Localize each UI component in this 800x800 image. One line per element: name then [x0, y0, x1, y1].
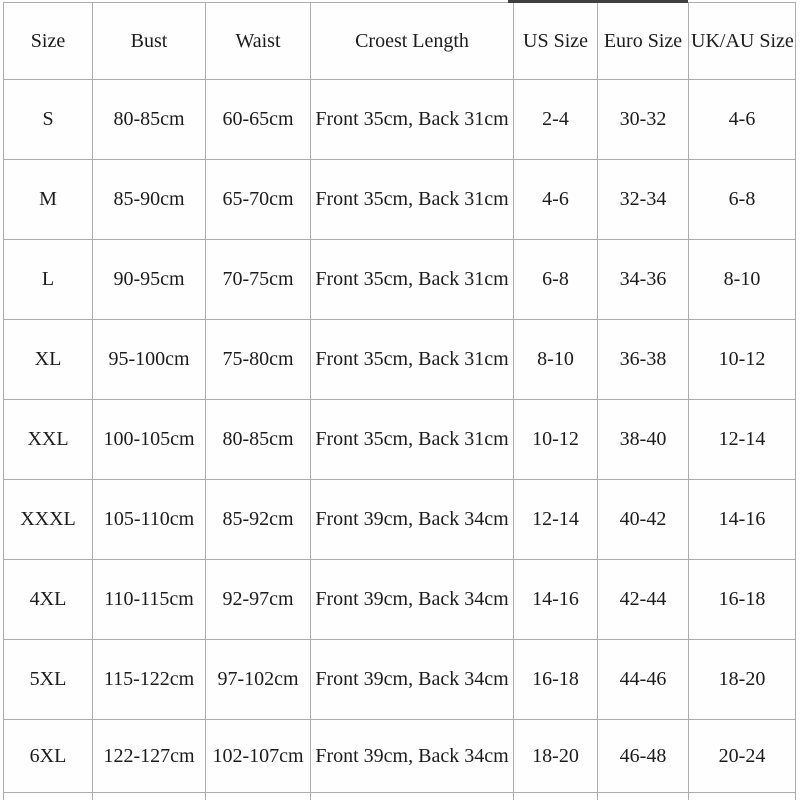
column-header-size: Size — [4, 3, 93, 80]
cell-us-size: 10-12 — [514, 400, 598, 480]
cell-euro-size: 32-34 — [598, 160, 689, 240]
table-row — [4, 320, 796, 400]
cell-euro-size: 44-46 — [598, 640, 689, 720]
cell-euro-size: 40-42 — [598, 480, 689, 560]
cell-us-size: 6-8 — [514, 240, 598, 320]
cell-waist: 70-75cm — [206, 240, 311, 320]
cell-bust: 90-95cm — [93, 240, 206, 320]
column-header-waist: Waist — [206, 3, 311, 80]
cell-croest-length: Front 35cm, Back 31cm — [311, 240, 514, 320]
cell-uk-au-size: 12-14 — [689, 400, 796, 480]
cell-size: S — [4, 80, 93, 160]
cell-uk-au-size: 20-24 — [689, 720, 796, 793]
cell-croest-length: Front 35cm, Back 31cm — [311, 400, 514, 480]
cell-bust: 115-122cm — [93, 640, 206, 720]
table-row — [4, 240, 796, 320]
cell-euro-size: 36-38 — [598, 320, 689, 400]
cell-empty — [206, 793, 311, 800]
cell-size: L — [4, 240, 93, 320]
cell-euro-size: 34-36 — [598, 240, 689, 320]
cell-euro-size: 46-48 — [598, 720, 689, 793]
cell-bust: 105-110cm — [93, 480, 206, 560]
cell-empty — [93, 793, 206, 800]
cell-us-size: 18-20 — [514, 720, 598, 793]
cell-bust: 95-100cm — [93, 320, 206, 400]
cell-us-size: 2-4 — [514, 80, 598, 160]
cell-croest-length: Front 35cm, Back 31cm — [311, 320, 514, 400]
column-header-uk-au-size: UK/AU Size — [689, 3, 796, 80]
cell-bust: 122-127cm — [93, 720, 206, 793]
cell-us-size: 14-16 — [514, 560, 598, 640]
cell-bust: 85-90cm — [93, 160, 206, 240]
cell-bust: 100-105cm — [93, 400, 206, 480]
cell-us-size: 4-6 — [514, 160, 598, 240]
cell-euro-size: 42-44 — [598, 560, 689, 640]
cell-waist: 60-65cm — [206, 80, 311, 160]
cell-euro-size: 30-32 — [598, 80, 689, 160]
cropped-partial-row — [4, 793, 796, 800]
size-chart-table — [3, 2, 796, 800]
cell-croest-length: Front 35cm, Back 31cm — [311, 160, 514, 240]
cell-empty — [598, 793, 689, 800]
cell-size: 4XL — [4, 560, 93, 640]
table-row — [4, 480, 796, 560]
table-row — [4, 160, 796, 240]
table-row — [4, 640, 796, 720]
table-row — [4, 400, 796, 480]
cell-croest-length: Front 39cm, Back 34cm — [311, 560, 514, 640]
cell-bust: 80-85cm — [93, 80, 206, 160]
cell-empty — [4, 793, 93, 800]
cell-size: XXL — [4, 400, 93, 480]
cell-uk-au-size: 6-8 — [689, 160, 796, 240]
cell-size: 6XL — [4, 720, 93, 793]
cell-croest-length: Front 35cm, Back 31cm — [311, 80, 514, 160]
cell-waist: 65-70cm — [206, 160, 311, 240]
cell-size: M — [4, 160, 93, 240]
cropped-edge-artifact — [508, 0, 688, 3]
cell-size: XL — [4, 320, 93, 400]
column-header-us-size: US Size — [514, 3, 598, 80]
cell-empty — [311, 793, 514, 800]
cell-bust: 110-115cm — [93, 560, 206, 640]
table-row — [4, 560, 796, 640]
cell-croest-length: Front 39cm, Back 34cm — [311, 720, 514, 793]
cell-waist: 75-80cm — [206, 320, 311, 400]
cell-uk-au-size: 8-10 — [689, 240, 796, 320]
column-header-bust: Bust — [93, 3, 206, 80]
cell-us-size: 8-10 — [514, 320, 598, 400]
cell-waist: 80-85cm — [206, 400, 311, 480]
cell-empty — [689, 793, 796, 800]
header-row — [4, 3, 796, 80]
size-chart-body — [4, 80, 796, 800]
cell-croest-length: Front 39cm, Back 34cm — [311, 640, 514, 720]
cell-waist: 85-92cm — [206, 480, 311, 560]
cell-uk-au-size: 10-12 — [689, 320, 796, 400]
table-row — [4, 80, 796, 160]
cell-uk-au-size: 14-16 — [689, 480, 796, 560]
cell-waist: 102-107cm — [206, 720, 311, 793]
cell-waist: 92-97cm — [206, 560, 311, 640]
cell-us-size: 16-18 — [514, 640, 598, 720]
column-header-euro-size: Euro Size — [598, 3, 689, 80]
cell-us-size: 12-14 — [514, 480, 598, 560]
cell-uk-au-size: 4-6 — [689, 80, 796, 160]
cell-euro-size: 38-40 — [598, 400, 689, 480]
cell-size: XXXL — [4, 480, 93, 560]
cell-waist: 97-102cm — [206, 640, 311, 720]
table-row — [4, 720, 796, 793]
cell-croest-length: Front 39cm, Back 34cm — [311, 480, 514, 560]
column-header-croest-length: Croest Length — [311, 3, 514, 80]
cell-size: 5XL — [4, 640, 93, 720]
cell-uk-au-size: 16-18 — [689, 560, 796, 640]
cell-empty — [514, 793, 598, 800]
cell-uk-au-size: 18-20 — [689, 640, 796, 720]
